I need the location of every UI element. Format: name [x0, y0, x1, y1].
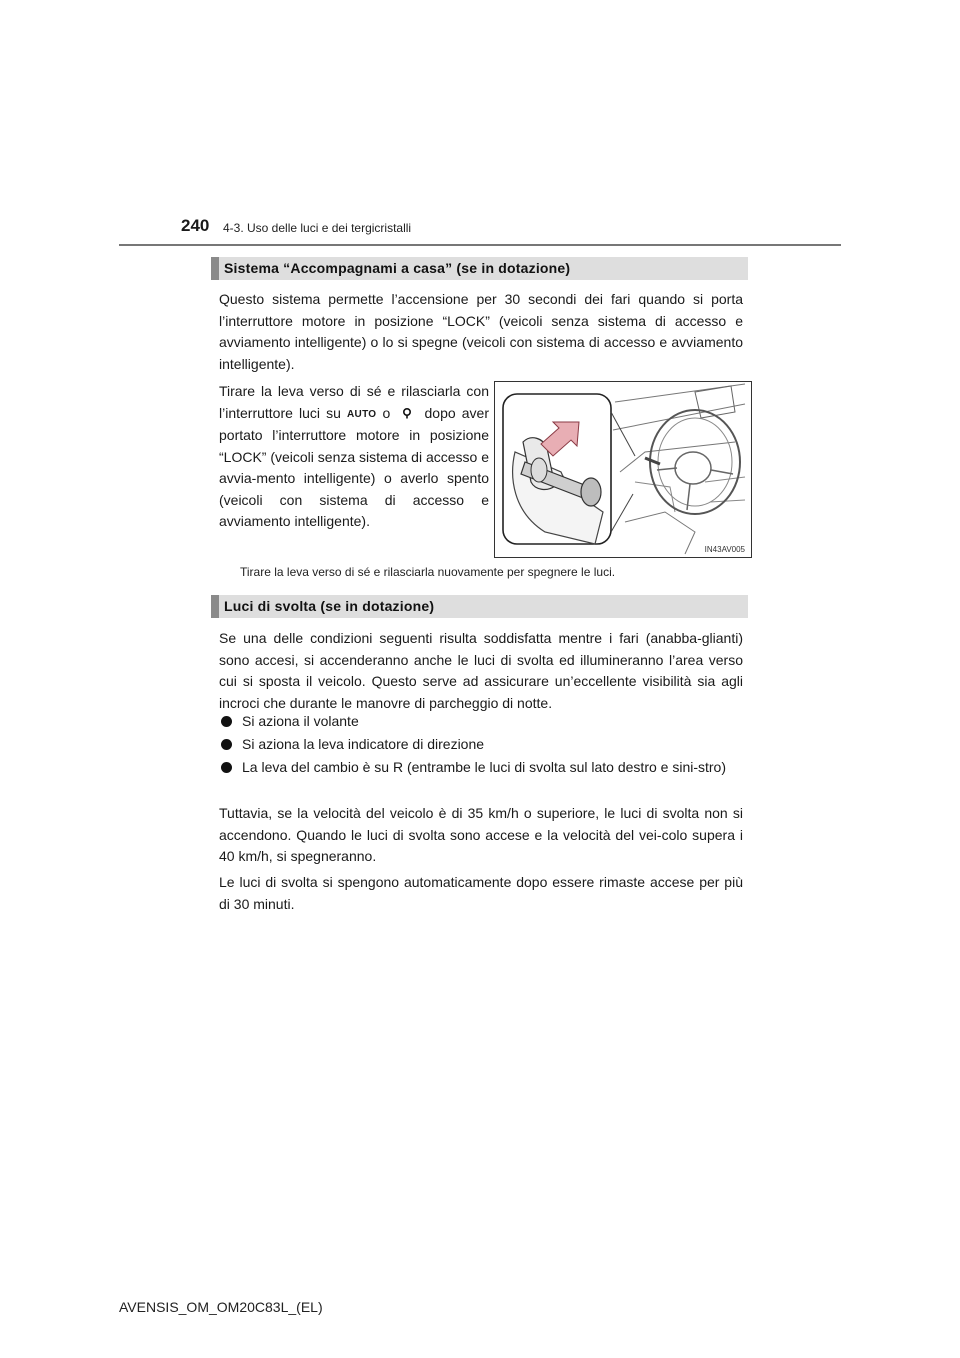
page-number: 240: [181, 216, 210, 235]
auto-position-label: AUTO: [347, 408, 377, 420]
list-item-text: La leva del cambio è su R (entrambe le luci di svolta sul lato destro e sini-stro): [242, 759, 726, 775]
headlight-icon: [396, 405, 418, 419]
footer-document-code: AVENSIS_OM_OM20C83L_(EL): [119, 1299, 323, 1315]
header-divider: [119, 244, 841, 246]
bullet-icon: [221, 739, 232, 750]
instruction-or: o: [382, 404, 391, 421]
dashboard-lever-drawing: [495, 382, 751, 557]
timeout-paragraph: Le luci di svolta si spengono automaticamente dopo essere rimaste accese per più di 30 minuti.: [219, 874, 743, 912]
lever-illustration: [494, 381, 752, 558]
instruction-text-start: Tirare la leva verso di sé e rilasciarla con l’interruttore luci su: [219, 383, 489, 421]
instruction-text-end: dopo aver portato l’interruttore motore in posizione “LOCK” (veicoli senza sistema di accesso e avvia-mento intelligente) o averlo spento (veicoli con sistema di accesso e avviamento intelligente).: [219, 404, 489, 529]
section-heading-follow-me-home: [211, 257, 748, 280]
list-item: [219, 711, 743, 733]
illustration-caption: Tirare la leva verso di sé e rilasciarla nuovamente per spegnere le luci.: [240, 565, 616, 579]
list-item: [219, 757, 743, 779]
heading-accent-bar: [211, 595, 219, 618]
list-item-text: Si aziona il volante: [242, 713, 359, 729]
image-code: IN43AV005: [704, 545, 745, 554]
list-item: [219, 734, 743, 756]
speed-paragraph: Tuttavia, se la velocità del veicolo è di 35 km/h o superiore, le luci di svolta non si accendono. Quando le luci di svolta sono accese e la velocità del vei-colo supera i 40 km/h, si spegneranno.: [219, 805, 743, 864]
section-breadcrumb: 4-3. Uso delle luci e dei tergicristalli: [223, 221, 412, 235]
section-heading-text: Sistema “Accompagnami a casa” (se in dotazione): [224, 260, 571, 276]
section-heading-cornering-lights: [211, 595, 748, 618]
bullet-icon: [221, 762, 232, 773]
list-item-text: Si aziona la leva indicatore di direzione: [242, 736, 485, 752]
heading-accent-bar: [211, 257, 219, 280]
bullet-icon: [221, 716, 232, 727]
instruction-paragraph: [219, 381, 489, 533]
intro-paragraph: Questo sistema permette l’accensione per 30 secondi dei fari quando si porta l’interruttore motore in posizione “LOCK” (veicoli senza sistema di accesso e avviamento intelligente) o lo si spegne (veicoli con sistema di accesso e avviamento intelligente).: [219, 291, 743, 372]
cornering-intro-paragraph: Se una delle condizioni seguenti risulta soddisfatta mentre i fari (anabba-glianti) sono accesi, si accenderanno anche le luci di svolta ed illumineranno l’area verso cui si sposta il veicolo. Questo serve ad assicurare un’eccellente visibilità sia agli incroci che durante le manovre di parcheggio di notte.: [219, 630, 743, 711]
section-heading-text: Luci di svolta (se in dotazione): [224, 598, 435, 614]
